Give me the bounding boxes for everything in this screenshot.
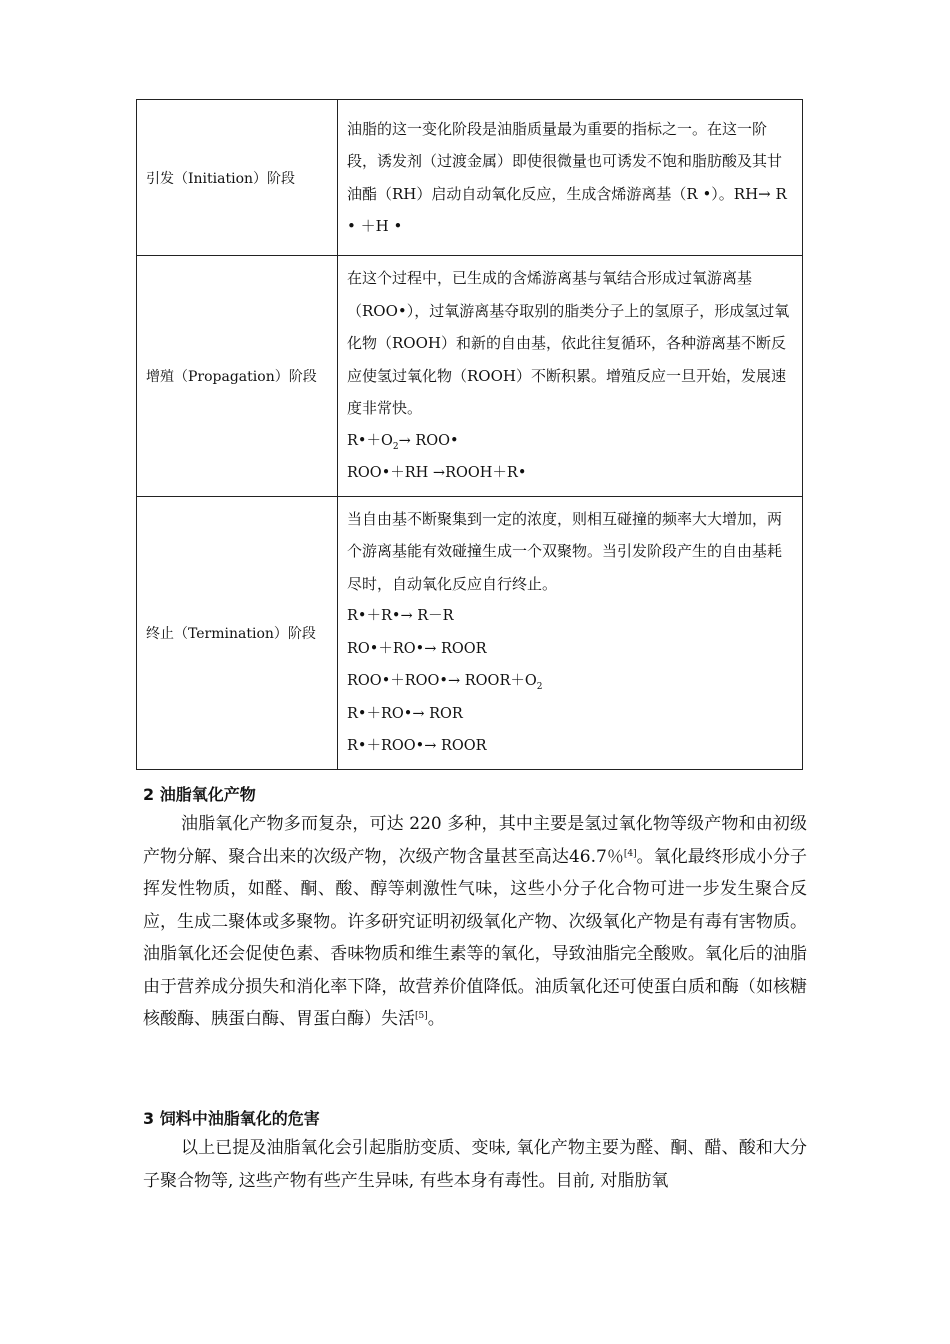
stage-description (338, 256, 803, 497)
equation: $R•+O_2\to$ ROO• (347, 432, 459, 452)
stage-label: 引发（Initiation）阶段 (137, 100, 338, 256)
equation: ROO•＋RH →ROOH＋R• (347, 465, 527, 481)
equation: R•＋RO•→ ROR (347, 705, 463, 722)
stage-label: 增殖（Propagation）阶段 (137, 256, 338, 497)
citation-ref: [4] (623, 848, 637, 859)
equation: ROO•＋ROO•→ $ROOR+O_2$ (347, 673, 543, 692)
stage-description (338, 496, 803, 769)
table-row-termination (137, 496, 803, 769)
citation-ref: [5] (415, 1011, 428, 1021)
table-row-propagation (137, 256, 803, 497)
equation: R•＋ROO•→ ROOR (347, 738, 487, 754)
oxidation-stages-table (136, 99, 803, 770)
section-2-heading: 2 油脂氧化产物 (143, 785, 256, 804)
stage-description (338, 100, 803, 256)
section-3-paragraph: 以上已提及油脂氧化会引起脂肪变质、变味, 氧化产物主要为醛、酮、醋、酸和大分子聚合物等, 这些产物有些产生异味, 有些本身有毒性。目前, 对脂肪氧 (143, 1138, 807, 1191)
equation: RO•＋RO•→ ROOR (347, 640, 487, 657)
section-2-paragraph: 油脂氧化产物多而复杂，可达 220 多种，其中主要是氢过氧化物等级产物和由初级产物分解、聚合出来的次级产物，次级产物含量甚至高达46.7％[4]。氧化最终形成小分子挥发性物质，如醛、酮、酸、醇等刺激性气味，这些小分子化合物可进一步发生聚合反应，生成二聚体或多聚物。许多研究证明初级氧化产物、次级氧化产物是有毒有害物质。油脂氧化还会促使色素、香味物质和维生素等的氧化，导致油脂完全酸败。氧化后的油脂由于营养成分损失和消化率下降，故营养价值降低。油质氧化还可使蛋白质和酶（如核糖核酸酶、胰蛋白酶、胃蛋白酶）失活[5]。 (143, 814, 808, 1029)
stage-label: 终止（Termination）阶段 (137, 496, 338, 769)
description-text: 油脂的这一变化阶段是油脂质量最为重要的指标之一。在这一阶段，诱发剂（过渡金属）即使很微量也可诱发不饱和脂肪酸及其甘油酯（RH）启动自动氧化反应，生成含烯游离基（R •）。RH→ R • ＋H • (347, 119, 787, 235)
table-row-initiation (137, 100, 803, 256)
description-text: 在这个过程中，已生成的含烯游离基与氧结合形成过氧游离基（ROO•），过氧游离基夺取别的脂类分子上的氢原子，形成氢过氧化物（ROOH）和新的自由基，依此往复循环，各种游离基不断反应使氢过氧化物（ROOH）不断积累。增殖反应一旦开始，发展速度非常快。 (347, 269, 790, 417)
equation: R•＋R•→ R－R (347, 608, 454, 624)
section-3-heading: 3 饲料中油脂氧化的危害 (143, 1109, 320, 1128)
description-text: 当自由基不断聚集到一定的浓度，则相互碰撞的频率大大增加，两个游离基能有效碰撞生成一个双聚物。当引发阶段产生的自由基耗尽时，自动氧化反应自行终止。 (347, 509, 783, 593)
